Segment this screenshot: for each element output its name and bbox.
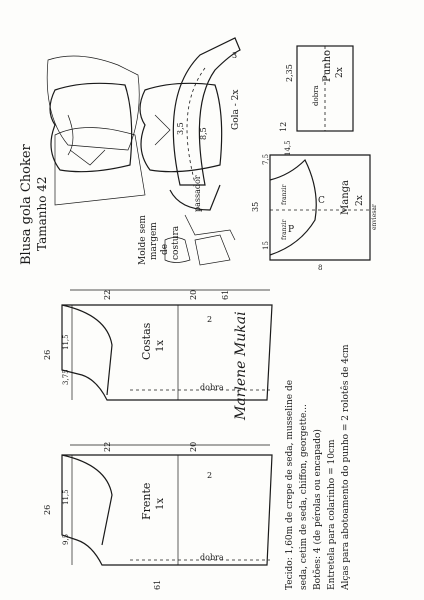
front-h4: 9,5 (62, 533, 70, 545)
collar-dim: 3,5 (176, 122, 185, 135)
cuff-piece (279, 46, 353, 132)
collar-mark: 3 (232, 51, 238, 60)
materials-block (285, 344, 351, 591)
sleeve-d4: 15 (262, 241, 270, 250)
back-w2: 20 (189, 289, 198, 300)
blouse-sketch (50, 83, 222, 171)
cuff-label: Punho (322, 49, 333, 82)
materials-line-1: Tecido: 1,60m de crepe de seda, musseline de (285, 379, 295, 590)
front-h3: 11,5 (62, 489, 70, 505)
seam-note (138, 215, 181, 265)
back-label: Costas (140, 322, 153, 360)
front-qty: 1x (155, 497, 166, 510)
back-h4: 3,75 (62, 369, 70, 385)
back-w1: 22 (103, 289, 112, 300)
front-w1: 22 (103, 441, 112, 452)
back-h: 61 (221, 289, 230, 300)
materials-line-5: Alças para abotoamento do punho = 2 rolotês de 4cm (341, 344, 351, 590)
back-mark: 2 (207, 315, 213, 324)
materials-line-3: Botões: 4 (de pérolas ou encapado) (313, 429, 323, 590)
sleeve-piece (251, 140, 378, 272)
collar-label: Gola - 2x (231, 89, 241, 130)
collar-dim2: 8,5 (199, 127, 208, 140)
front-h: 61 (153, 579, 162, 590)
title-block (19, 143, 49, 265)
signature: Marlene Mukai (233, 311, 249, 420)
materials-line-2: seda, cetim de seda, chiffon, georgette... (299, 404, 309, 590)
cuff-fold: dobra (312, 85, 320, 106)
sleeve-qty: 2x (355, 195, 365, 206)
back-fold: dobra (200, 383, 224, 392)
cuff-qty: 2x (335, 67, 345, 78)
sleeve-length: 35 (251, 201, 260, 212)
sleeve-gather-1: franzir (281, 184, 288, 205)
front-w2: 20 (189, 441, 198, 452)
pattern-size: Tamanho 42 (35, 176, 49, 251)
sleeve-bias: enviesar (371, 204, 378, 230)
collar-piece (170, 38, 241, 210)
sleeve-d3: 14,5 (284, 140, 292, 156)
sleeve-d2: 7,5 (262, 153, 270, 165)
back-h3: 11,5 (62, 334, 70, 350)
front-fold: dobra (200, 553, 224, 562)
cuff-height: 12 (279, 121, 288, 132)
cuff-width: 2,35 (285, 64, 294, 82)
note-line-4: costura (171, 225, 181, 260)
loop-label: passador (193, 175, 202, 212)
materials-line-4: Entretela para colarinho = 10cm (327, 439, 337, 590)
pattern-title: Blusa gola Choker (19, 144, 34, 265)
sleeve-gather-2: franzir (281, 219, 288, 240)
sleeve-mark-c: C (318, 196, 325, 206)
front-label: Frente (140, 482, 153, 520)
sleeve-mark-p: P (288, 225, 295, 235)
note-line-1: Molde sem (138, 215, 148, 265)
sleeve-d5: 8 (318, 264, 323, 272)
sleeve-label: Manga (340, 179, 351, 215)
note-line-2: margem (149, 222, 159, 260)
back-h2: 26 (43, 349, 52, 360)
front-h2: 26 (43, 504, 52, 515)
back-qty: 1x (155, 339, 166, 352)
front-piece (43, 442, 272, 590)
note-line-3: de (160, 243, 170, 255)
front-mark: 2 (207, 471, 213, 480)
